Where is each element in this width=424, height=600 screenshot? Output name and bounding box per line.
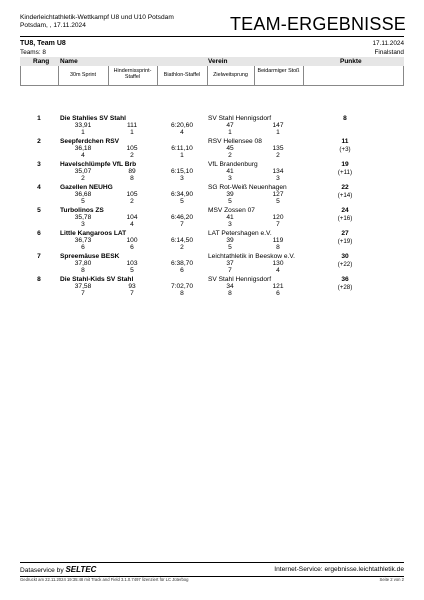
result-placing: 5 — [228, 244, 232, 251]
result-value: 34 — [226, 283, 234, 290]
result-value: 147 — [272, 122, 284, 129]
result-placing: 6 — [130, 244, 134, 251]
result-value: 130 — [272, 260, 284, 267]
team-points: 8 — [343, 115, 347, 122]
result-placing: 4 — [130, 221, 134, 228]
result-value: 6:20,60 — [171, 122, 193, 129]
team-points-diff: (+16) — [337, 215, 353, 222]
result-placing: 7 — [228, 267, 232, 274]
result-value: 127 — [272, 191, 284, 198]
col-rank: Rang — [33, 58, 50, 65]
result-placing: 1 — [228, 129, 232, 136]
result-value: 104 — [126, 214, 138, 221]
team-club: LAT Petershagen e.V. — [208, 230, 272, 237]
section-name: TU8, Team U8 — [20, 40, 66, 47]
result-value: 6:11,10 — [171, 145, 193, 152]
result-placing: 6 — [180, 267, 184, 274]
result-placing: 5 — [276, 198, 280, 205]
result-value: 39 — [226, 191, 234, 198]
team-name: Turbolinos ZS — [60, 207, 104, 214]
result-value: 93 — [128, 283, 136, 290]
subcol-zielweitsprung: Zielweitsprung — [213, 72, 248, 78]
col-name: Name — [60, 58, 78, 65]
result-placing: 8 — [180, 290, 184, 297]
team-points: 27 — [341, 230, 349, 237]
result-placing: 7 — [276, 221, 280, 228]
section-status: Finalstand — [374, 49, 404, 56]
team-name: Spreemäuse BESK — [60, 253, 120, 260]
team-points: 22 — [341, 184, 349, 191]
result-placing: 7 — [81, 290, 85, 297]
team-rank: 3 — [37, 161, 41, 168]
result-placing: 2 — [228, 152, 232, 159]
result-placing: 1 — [130, 129, 134, 136]
subcol-30m-sprint: 30m Sprint — [69, 72, 97, 78]
header-divider — [20, 36, 404, 37]
team-count: Teams: 8 — [20, 49, 46, 56]
team-rank: 2 — [37, 138, 41, 145]
result-placing: 3 — [276, 175, 280, 182]
result-placing: 2 — [180, 244, 184, 251]
team-points: 24 — [341, 207, 349, 214]
team-name: Gazellen NEUHG — [60, 184, 113, 191]
team-rank: 8 — [37, 276, 41, 283]
dataservice-label — [20, 565, 96, 574]
team-points: 30 — [341, 253, 349, 260]
print-info: Gedruckt am 22.11.2024 19:35:48 mit Track and Field 3.1.0.7497 lizenziert für LC Jüterbog — [20, 577, 189, 582]
result-value: 120 — [272, 214, 284, 221]
result-placing: 6 — [81, 244, 85, 251]
result-value: 41 — [226, 214, 234, 221]
team-points-diff: (+28) — [337, 284, 353, 291]
team-rank: 5 — [37, 207, 41, 214]
team-points-diff: (+3) — [339, 146, 351, 153]
divider — [303, 66, 304, 85]
result-placing: 2 — [130, 198, 134, 205]
col-club: Verein — [208, 58, 228, 65]
result-placing: 6 — [276, 290, 280, 297]
result-placing: 7 — [130, 290, 134, 297]
team-points-diff: (+14) — [337, 192, 353, 199]
result-value: 89 — [128, 168, 136, 175]
team-club: SG Rot-Weiß Neuenhagen — [208, 184, 287, 191]
result-value: 134 — [272, 168, 284, 175]
team-rank: 1 — [37, 115, 41, 122]
result-placing: 4 — [81, 152, 85, 159]
result-placing: 5 — [81, 198, 85, 205]
col-points: Punkte — [340, 58, 362, 65]
result-value: 35,07 — [74, 168, 92, 175]
result-placing: 4 — [180, 129, 184, 136]
result-value: 6:46,20 — [171, 214, 193, 221]
result-value: 7:02,70 — [171, 283, 193, 290]
result-placing: 8 — [276, 244, 280, 251]
team-points: 11 — [341, 138, 349, 145]
team-points: 19 — [341, 161, 349, 168]
result-value: 100 — [126, 237, 138, 244]
team-points-diff: (+22) — [337, 261, 353, 268]
seltec-logo: SELTEC — [65, 565, 97, 574]
team-club: Leichtathletik in Beeskow e.V. — [208, 253, 295, 260]
result-placing: 3 — [228, 221, 232, 228]
subcol-hindernissprint: Hindernissprint-Staffel — [113, 68, 152, 80]
result-placing: 8 — [228, 290, 232, 297]
result-placing: 1 — [276, 129, 280, 136]
team-rank: 6 — [37, 230, 41, 237]
result-placing: 3 — [81, 221, 85, 228]
result-placing: 1 — [81, 129, 85, 136]
team-name: Die Stahl-Kids SV Stahl — [60, 276, 134, 283]
subcol-biathlon: Biathlon-Staffel — [163, 72, 201, 78]
team-rank: 7 — [37, 253, 41, 260]
result-value: 37,58 — [74, 283, 92, 290]
result-placing: 4 — [276, 267, 280, 274]
result-value: 45 — [226, 145, 234, 152]
result-value: 37,80 — [74, 260, 92, 267]
result-value: 135 — [272, 145, 284, 152]
team-name: Seepferdchen RSV — [60, 138, 119, 145]
result-value: 105 — [126, 145, 138, 152]
result-placing: 5 — [228, 198, 232, 205]
result-value: 35,78 — [74, 214, 92, 221]
event-place-date: Potsdam, , 17.11.2024 — [20, 22, 86, 29]
divider — [403, 66, 404, 85]
team-club: SV Stahl Hennigsdorf — [208, 276, 272, 283]
divider — [20, 66, 21, 85]
result-placing: 5 — [130, 267, 134, 274]
result-value: 6:14,50 — [171, 237, 193, 244]
result-value: 36,68 — [74, 191, 92, 198]
team-club: SV Stahl Hennigsdorf — [208, 115, 272, 122]
team-points: 36 — [341, 276, 349, 283]
result-placing: 2 — [81, 175, 85, 182]
section-date: 17.11.2024 — [372, 40, 404, 47]
result-value: 41 — [226, 168, 234, 175]
page-title: TEAM-ERGEBNISSE — [229, 14, 406, 34]
result-value: 39 — [226, 237, 234, 244]
result-value: 119 — [272, 237, 284, 244]
dataservice-prefix: Dataservice by — [20, 567, 64, 574]
result-placing: 3 — [180, 175, 184, 182]
result-value: 6:15,10 — [171, 168, 193, 175]
internet-service: Internet-Service: ergebnisse.leichtathletik.de — [274, 566, 404, 573]
event-name: Kinderleichtathletik-Wettkampf U8 und U10 Potsdam — [20, 14, 174, 21]
result-value: 111 — [126, 122, 138, 129]
team-name: Havelschlümpfe VfL Brb — [60, 161, 137, 168]
team-rank: 4 — [37, 184, 41, 191]
result-value: 36,18 — [74, 145, 92, 152]
result-placing: 1 — [180, 152, 184, 159]
result-placing: 7 — [180, 221, 184, 228]
team-points-diff: (+11) — [337, 169, 353, 176]
result-value: 121 — [272, 283, 284, 290]
result-value: 47 — [226, 122, 234, 129]
result-value: 105 — [126, 191, 138, 198]
result-placing: 3 — [228, 175, 232, 182]
team-club: MSV Zossen 07 — [208, 207, 255, 214]
footer-divider — [20, 562, 404, 563]
page-number: Seite 2 von 2 — [379, 577, 404, 582]
result-placing: 8 — [130, 175, 134, 182]
result-value: 37 — [226, 260, 234, 267]
team-club: VfL Brandenburg — [208, 161, 258, 168]
result-placing: 2 — [276, 152, 280, 159]
team-club: RSV Hellensee 08 — [208, 138, 262, 145]
result-placing: 2 — [130, 152, 134, 159]
result-value: 103 — [126, 260, 138, 267]
result-value: 36,73 — [74, 237, 92, 244]
result-placing: 8 — [81, 267, 85, 274]
result-value: 33,91 — [74, 122, 92, 129]
team-name: Die Stahlies SV Stahl — [60, 115, 126, 122]
result-placing: 5 — [180, 198, 184, 205]
team-points-diff: (+19) — [337, 238, 353, 245]
result-value: 6:38,70 — [171, 260, 193, 267]
result-value: 6:34,90 — [171, 191, 193, 198]
subcol-beidarmiger-stoss: Beidarmiger Stoß — [257, 68, 300, 74]
team-name: Little Kangaroos LAT — [60, 230, 127, 237]
